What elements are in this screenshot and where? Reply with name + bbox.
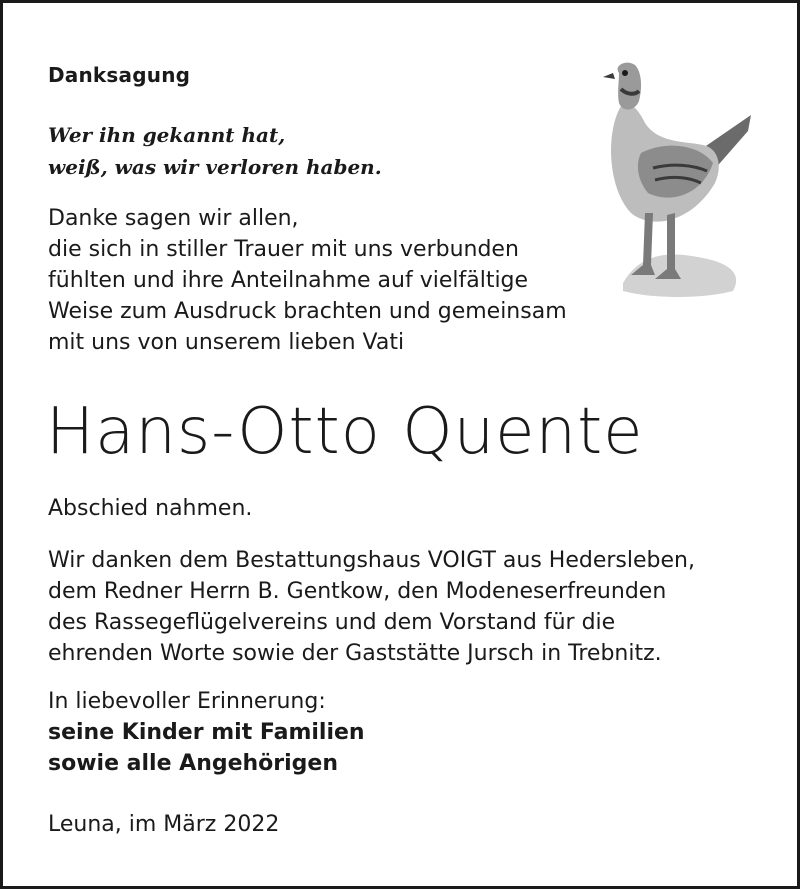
signature-family: seine Kinder mit Familien [48,720,365,745]
thanks-text [48,203,567,358]
pigeon-icon [583,53,763,303]
acknowledgement-line: dem Redner Herrn B. Gentkow, den Modeneserfreunden [48,579,667,604]
thanks-line: fühlten und ihre Anteilnahme auf vielfältige [48,268,529,293]
signature-block [48,686,365,779]
acknowledgement-text [48,545,695,669]
signature-intro: In liebevoller Erinnerung: [48,689,326,714]
farewell-text: Abschied nahmen. [48,496,253,521]
motto-line: Wer ihn gekannt hat, [48,123,286,147]
acknowledgement-line: ehrenden Worte sowie der Gaststätte Jursch in Trebnitz. [48,641,662,666]
acknowledgement-line: Wir danken dem Bestattungshaus VOIGT aus Hedersleben, [48,548,695,573]
acknowledgement-line: des Rassegeflügelvereins und dem Vorstand für die [48,610,616,635]
place-date: Leuna, im März 2022 [48,812,280,837]
thanks-line: Danke sagen wir allen, [48,206,299,231]
pigeon-head [618,63,642,110]
deceased-name: Hans-Otto Quente [46,395,644,469]
thanks-line: Weise zum Ausdruck brachten und gemeinsam [48,299,567,324]
thanks-line: die sich in stiller Trauer mit uns verbunden [48,237,519,262]
page-title: Danksagung [48,63,191,87]
thanks-line: mit uns von unserem lieben Vati [48,330,405,355]
ground-shadow [623,254,736,297]
motto [48,119,382,183]
signature-family: sowie alle Angehörigen [48,751,339,776]
motto-line: weiß, was wir verloren haben. [48,155,382,179]
